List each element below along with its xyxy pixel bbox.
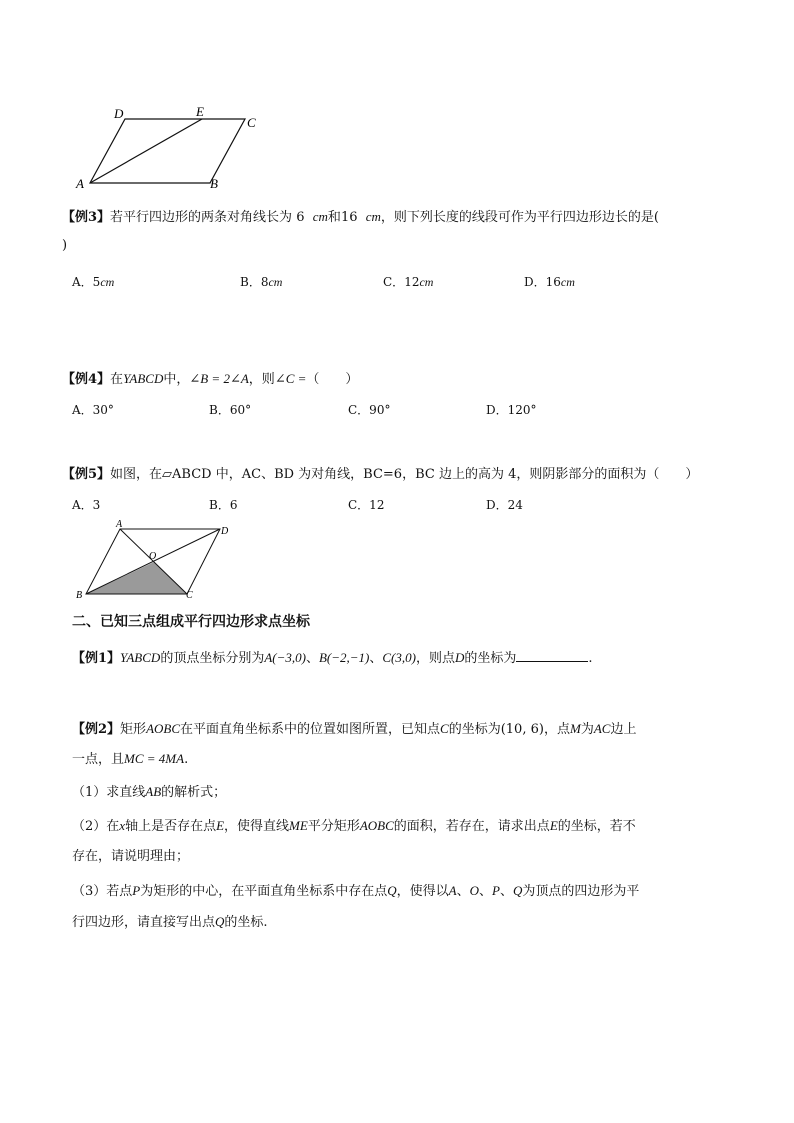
section2-example-2-part-3: （3）若点P为矩形的中心，在平面直角坐标系中存在点Q，使得以A、O、P、Q为顶点的四边形为平 <box>72 883 640 899</box>
example-tag: 【例2】 <box>72 722 121 737</box>
label-b: B <box>210 176 218 191</box>
example-4-option-d: D．120° <box>486 403 537 417</box>
label-c: C <box>186 590 193 601</box>
label-o: O <box>149 551 157 562</box>
example-5-option-d: D．24 <box>486 498 523 512</box>
label-b: B <box>76 590 83 601</box>
label-d: D <box>221 526 229 537</box>
example-3-option-a: A．5cm <box>72 275 115 289</box>
label-a: A <box>76 176 84 191</box>
example-3-option-d: D．16cm <box>524 275 575 289</box>
example-3-paren: ) <box>62 238 68 253</box>
example-tag: 【例1】 <box>72 651 121 666</box>
example-5-option-c: C．12 <box>348 498 385 512</box>
example-tag: 【例5】 <box>62 467 111 482</box>
example-3-question: 【例3】若平行四边形的两条对角线长为 6 cm和16 cm，则下列长度的线段可作为平行四边形边长的是( <box>62 209 659 225</box>
section2-example-2-line-2: 一点，且MC = 4MA. <box>72 751 189 767</box>
example-5-option-a: A．3 <box>72 498 101 512</box>
example-4-question: 【例4】在YABCD中，∠B = 2∠A，则∠C =（ ） <box>62 371 359 387</box>
section-heading: 二、已知三点组成平行四边形求点坐标 <box>72 614 310 630</box>
label-e: E <box>196 104 204 119</box>
label-a: A <box>116 519 123 530</box>
example-4-option-c: C．90° <box>348 403 391 417</box>
example-4-option-b: B．60° <box>209 403 252 417</box>
section2-example-1-question: 【例1】YABCD的顶点坐标分别为A(−3,0)、B(−2,−1)、C(3,0)，则点D的坐标为 . <box>72 650 593 666</box>
example-tag: 【例4】 <box>62 372 111 387</box>
parallelogram-figure-2 <box>72 518 242 602</box>
label-d: D <box>114 106 124 121</box>
parallelogram-outline <box>90 119 245 183</box>
answer-blank <box>516 649 588 662</box>
label-c: C <box>247 115 256 130</box>
example-3-option-c: C．12cm <box>383 275 434 289</box>
example-tag: 【例3】 <box>62 210 111 225</box>
section2-example-2-part-1: （1）求直线AB的解析式； <box>72 784 227 800</box>
section2-example-2-part-2-cont: 存在，请说明理由； <box>72 849 190 864</box>
section2-example-2-part-3-cont: 行四边形，请直接写出点Q的坐标. <box>72 914 268 930</box>
example-5-option-b: B．6 <box>209 498 238 512</box>
parallelogram-figure-1 <box>70 100 270 195</box>
shaded-triangle-obc <box>86 562 187 594</box>
example-3-option-b: B．8cm <box>240 275 283 289</box>
section2-example-2-part-2: （2）在x轴上是否存在点E，使得直线ME平分矩形AOBC的面积，若存在，请求出点E的坐标，若不 <box>72 818 636 834</box>
example-5-question: 【例5】如图，在▱ABCD 中，AC、BD 为对角线，BC=6，BC 边上的高为 4，则阴影部分的面积为（ ） <box>62 467 699 482</box>
section2-example-2-line-1: 【例2】矩形AOBC在平面直角坐标系中的位置如图所置，已知点C的坐标为(10, 6)，点M为AC边上 <box>72 721 637 737</box>
segment-ae <box>90 119 202 183</box>
example-4-option-a: A．30° <box>72 403 114 417</box>
